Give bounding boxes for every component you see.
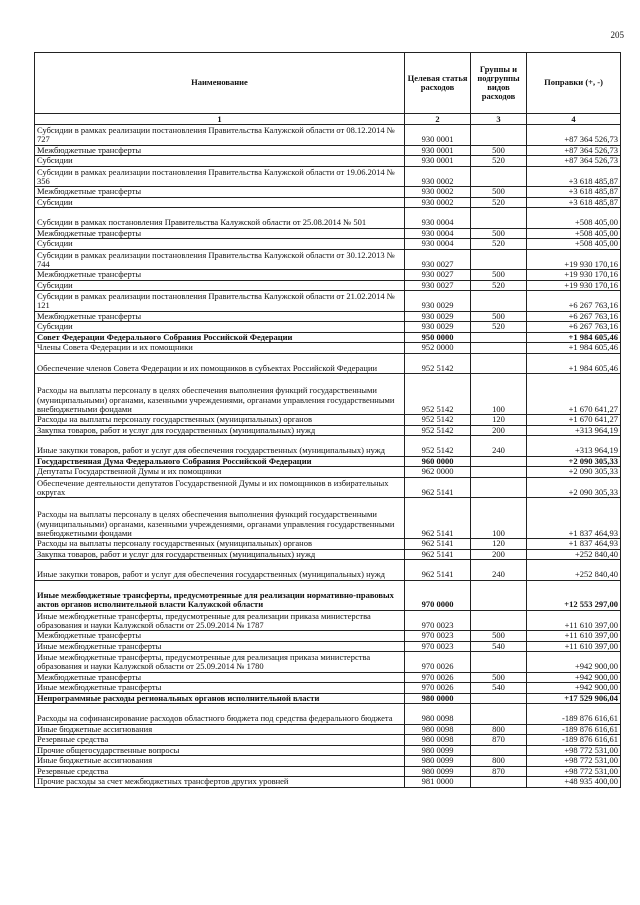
row-name-cell: Межбюджетные трансферты [35, 228, 405, 239]
row-name-cell: Иные закупки товаров, работ и услуг для обеспечения государственных (муниципальных) нужд [35, 436, 405, 457]
table-row [35, 756, 621, 767]
table-row [35, 735, 621, 746]
row-amount-cell: -189 876 616,61 [527, 704, 621, 725]
row-name-cell: Межбюджетные трансферты [35, 187, 405, 198]
row-group-cell [471, 125, 527, 146]
row-code-cell: 930 0027 [405, 280, 471, 291]
table-row [35, 425, 621, 436]
row-name-cell: Иные бюджетные ассигнования [35, 724, 405, 735]
table-row [35, 467, 621, 478]
row-group-cell: 520 [471, 156, 527, 167]
row-group-cell: 800 [471, 724, 527, 735]
table-row [35, 166, 621, 187]
row-group-cell: 520 [471, 322, 527, 333]
row-name-cell: Совет Федерации Федерального Собрания Российской Федерации [35, 332, 405, 343]
row-group-cell: 500 [471, 672, 527, 683]
table-row [35, 311, 621, 322]
row-amount-cell: +3 618 485,87 [527, 187, 621, 198]
table-row [35, 239, 621, 250]
row-name-cell: Расходы на выплаты персоналу государственных (муниципальных) органов [35, 539, 405, 550]
row-group-cell [471, 745, 527, 756]
row-code-cell: 980 0099 [405, 766, 471, 777]
row-name-cell: Иные межбюджетные трансферты, предусмотренные для реализации нормативно-правовых актов органов исполнительной власти Калужской области [35, 580, 405, 610]
row-group-cell: 520 [471, 280, 527, 291]
table-row [35, 156, 621, 167]
row-name-cell: Субсидии [35, 197, 405, 208]
row-amount-cell: +508 405,00 [527, 239, 621, 250]
table-header-row [35, 53, 621, 114]
row-name-cell: Непрограммные расходы региональных органов исполнительной власти [35, 693, 405, 704]
row-amount-cell: +1 837 464,93 [527, 539, 621, 550]
row-name-cell: Межбюджетные трансферты [35, 270, 405, 281]
row-group-cell [471, 610, 527, 631]
column-number: 2 [405, 114, 471, 125]
row-amount-cell: +87 364 526,73 [527, 156, 621, 167]
row-name-cell: Межбюджетные трансферты [35, 311, 405, 322]
row-group-cell: 870 [471, 735, 527, 746]
header-amount: Поправки (+, -) [527, 53, 621, 114]
row-name-cell: Прочие расходы за счет межбюджетных трансфертов других уровней [35, 777, 405, 788]
table-row [35, 672, 621, 683]
row-group-cell: 500 [471, 631, 527, 642]
row-code-cell: 952 5142 [405, 425, 471, 436]
row-amount-cell: +1 984 605,46 [527, 353, 621, 374]
row-code-cell: 930 0004 [405, 208, 471, 229]
row-amount-cell: +313 964,19 [527, 425, 621, 436]
row-code-cell: 930 0002 [405, 197, 471, 208]
table-row [35, 549, 621, 560]
row-code-cell: 980 0099 [405, 756, 471, 767]
row-code-cell: 952 0000 [405, 343, 471, 354]
row-name-cell: Расходы на выплаты персоналу государственных (муниципальных) органов [35, 415, 405, 426]
row-group-cell [471, 332, 527, 343]
row-amount-cell: +1 984 605,46 [527, 343, 621, 354]
row-code-cell: 981 0000 [405, 777, 471, 788]
row-code-cell: 980 0000 [405, 693, 471, 704]
row-code-cell: 952 5142 [405, 374, 471, 415]
budget-amendments-table [34, 52, 621, 788]
row-group-cell [471, 249, 527, 270]
row-name-cell: Межбюджетные трансферты [35, 672, 405, 683]
table-row [35, 208, 621, 229]
row-amount-cell: +12 553 297,00 [527, 580, 621, 610]
row-name-cell: Закупка товаров, работ и услуг для государственных (муниципальных) нужд [35, 549, 405, 560]
row-group-cell: 240 [471, 560, 527, 581]
row-amount-cell: +98 772 531,00 [527, 745, 621, 756]
column-number: 4 [527, 114, 621, 125]
row-code-cell: 980 0099 [405, 745, 471, 756]
table-row [35, 145, 621, 156]
row-amount-cell: +19 930 170,16 [527, 249, 621, 270]
table-row [35, 415, 621, 426]
row-code-cell: 970 0023 [405, 631, 471, 642]
row-name-cell: Иные межбюджетные трансферты, предусмотренные для реализация приказа министерства образования и науки Калужской области от 25.09.2014 № 1780 [35, 652, 405, 673]
header-code: Целевая статья расходов [405, 53, 471, 114]
row-name-cell: Субсидии [35, 156, 405, 167]
row-group-cell [471, 777, 527, 788]
row-amount-cell: +1 670 641,27 [527, 374, 621, 415]
row-amount-cell: +252 840,40 [527, 560, 621, 581]
row-amount-cell: +98 772 531,00 [527, 766, 621, 777]
row-amount-cell: -189 876 616,61 [527, 724, 621, 735]
row-name-cell: Депутаты Государственной Думы и их помощники [35, 467, 405, 478]
row-group-cell [471, 291, 527, 312]
table-row [35, 374, 621, 415]
table-row [35, 436, 621, 457]
row-name-cell: Расходы на выплаты персоналу в целях обеспечения выполнения функций государственными (муниципальными) органами, казенными учреждениями, органами управления государственными внебюджетными фондами [35, 498, 405, 539]
row-group-cell: 540 [471, 683, 527, 694]
row-code-cell: 980 0098 [405, 735, 471, 746]
row-group-cell [471, 652, 527, 673]
row-amount-cell: +942 900,00 [527, 652, 621, 673]
row-name-cell: Иные бюджетные ассигнования [35, 756, 405, 767]
table-row [35, 332, 621, 343]
row-name-cell: Прочие общегосударственные вопросы [35, 745, 405, 756]
table-row [35, 353, 621, 374]
row-code-cell: 930 0029 [405, 291, 471, 312]
table-row [35, 197, 621, 208]
row-amount-cell: +48 935 400,00 [527, 777, 621, 788]
row-amount-cell: +508 405,00 [527, 208, 621, 229]
row-group-cell [471, 704, 527, 725]
header-group: Группы и подгруппы видов расходов [471, 53, 527, 114]
table-row [35, 280, 621, 291]
row-group-cell: 500 [471, 311, 527, 322]
row-amount-cell: +6 267 763,16 [527, 322, 621, 333]
row-group-cell: 800 [471, 756, 527, 767]
table-row [35, 187, 621, 198]
table-row [35, 704, 621, 725]
row-name-cell: Иные межбюджетные трансферты [35, 641, 405, 652]
table-row [35, 477, 621, 498]
table-row [35, 560, 621, 581]
row-code-cell: 952 5142 [405, 436, 471, 457]
row-name-cell: Обеспечение членов Совета Федерации и их помощников в субъектах Российской Федерации [35, 353, 405, 374]
column-number: 3 [471, 114, 527, 125]
row-group-cell [471, 693, 527, 704]
row-code-cell: 952 5142 [405, 415, 471, 426]
table-row [35, 270, 621, 281]
table-row [35, 631, 621, 642]
row-name-cell: Государственная Дума Федерального Собрания Российской Федерации [35, 456, 405, 467]
table-row [35, 693, 621, 704]
row-amount-cell: +252 840,40 [527, 549, 621, 560]
column-number: 1 [35, 114, 405, 125]
row-group-cell: 540 [471, 641, 527, 652]
row-code-cell: 962 5141 [405, 539, 471, 550]
row-group-cell: 240 [471, 436, 527, 457]
row-code-cell: 970 0023 [405, 641, 471, 652]
row-name-cell: Обеспечение деятельности депутатов Государственной Думы и их помощников в избирательных округах [35, 477, 405, 498]
row-name-cell: Субсидии [35, 239, 405, 250]
row-name-cell: Субсидии [35, 280, 405, 291]
row-code-cell: 970 0026 [405, 672, 471, 683]
row-name-cell: Субсидии в рамках реализации постановления Правительства Калужской области от 30.12.2013 № 744 [35, 249, 405, 270]
row-code-cell: 970 0026 [405, 652, 471, 673]
table-row [35, 652, 621, 673]
row-amount-cell: +11 610 397,00 [527, 641, 621, 652]
row-group-cell [471, 456, 527, 467]
row-group-cell [471, 477, 527, 498]
row-amount-cell: -189 876 616,61 [527, 735, 621, 746]
row-name-cell: Иные межбюджетные трансферты, предусмотренные для реализации приказа министерства образования и науки Калужской области от 25.09.2014 № 1787 [35, 610, 405, 631]
row-code-cell: 930 0002 [405, 166, 471, 187]
row-amount-cell: +11 610 397,00 [527, 631, 621, 642]
row-name-cell: Субсидии в рамках постановления Правительства Калужской области от 25.08.2014 № 501 [35, 208, 405, 229]
row-name-cell: Резервные средства [35, 766, 405, 777]
row-group-cell: 200 [471, 425, 527, 436]
row-group-cell [471, 467, 527, 478]
table-row [35, 125, 621, 146]
row-code-cell: 930 0029 [405, 311, 471, 322]
row-amount-cell: +942 900,00 [527, 683, 621, 694]
row-amount-cell: +313 964,19 [527, 436, 621, 457]
header-name: Наименование [35, 53, 405, 114]
row-amount-cell: +87 364 526,73 [527, 145, 621, 156]
row-group-cell: 100 [471, 374, 527, 415]
row-amount-cell: +1 984 605,46 [527, 332, 621, 343]
table-row [35, 766, 621, 777]
table-row [35, 322, 621, 333]
row-amount-cell: +98 772 531,00 [527, 756, 621, 767]
row-code-cell: 930 0001 [405, 156, 471, 167]
row-amount-cell: +11 610 397,00 [527, 610, 621, 631]
row-name-cell: Субсидии в рамках реализации постановления Правительства Калужской области от 21.02.2014 № 121 [35, 291, 405, 312]
row-code-cell: 930 0027 [405, 249, 471, 270]
row-code-cell: 962 5141 [405, 498, 471, 539]
row-code-cell: 980 0098 [405, 704, 471, 725]
row-group-cell [471, 166, 527, 187]
row-code-cell: 962 5141 [405, 560, 471, 581]
row-amount-cell: +2 090 305,33 [527, 467, 621, 478]
row-name-cell: Закупка товаров, работ и услуг для государственных (муниципальных) нужд [35, 425, 405, 436]
row-name-cell: Субсидии [35, 322, 405, 333]
row-name-cell: Расходы на выплаты персоналу в целях обеспечения выполнения функций государственными (муниципальными) органами, казенными учреждениями, органами управления государственными внебюджетными фондами [35, 374, 405, 415]
row-amount-cell: +6 267 763,16 [527, 291, 621, 312]
row-group-cell: 870 [471, 766, 527, 777]
row-amount-cell: +2 090 305,33 [527, 456, 621, 467]
table-row [35, 580, 621, 610]
table-row [35, 249, 621, 270]
row-group-cell: 100 [471, 498, 527, 539]
row-code-cell: 962 5141 [405, 549, 471, 560]
row-amount-cell: +1 670 641,27 [527, 415, 621, 426]
row-amount-cell: +942 900,00 [527, 672, 621, 683]
table-row [35, 745, 621, 756]
row-amount-cell: +6 267 763,16 [527, 311, 621, 322]
row-amount-cell: +19 930 170,16 [527, 270, 621, 281]
row-code-cell: 962 0000 [405, 467, 471, 478]
row-code-cell: 970 0026 [405, 683, 471, 694]
row-code-cell: 950 0000 [405, 332, 471, 343]
row-amount-cell: +87 364 526,73 [527, 125, 621, 146]
row-code-cell: 930 0027 [405, 270, 471, 281]
row-name-cell: Субсидии в рамках реализации постановления Правительства Калужской области от 08.12.2014 № 727 [35, 125, 405, 146]
row-amount-cell: +19 930 170,16 [527, 280, 621, 291]
row-amount-cell: +3 618 485,87 [527, 166, 621, 187]
row-group-cell: 500 [471, 270, 527, 281]
row-amount-cell: +2 090 305,33 [527, 477, 621, 498]
row-amount-cell: +17 529 906,04 [527, 693, 621, 704]
row-amount-cell: +1 837 464,93 [527, 498, 621, 539]
row-code-cell: 962 5141 [405, 477, 471, 498]
row-group-cell: 500 [471, 228, 527, 239]
table-row [35, 498, 621, 539]
row-group-cell: 520 [471, 197, 527, 208]
row-code-cell: 970 0000 [405, 580, 471, 610]
row-name-cell: Иные межбюджетные трансферты [35, 683, 405, 694]
row-code-cell: 970 0023 [405, 610, 471, 631]
row-code-cell: 930 0001 [405, 145, 471, 156]
row-code-cell: 980 0098 [405, 724, 471, 735]
row-name-cell: Члены Совета Федерации и их помощники [35, 343, 405, 354]
page-number: 205 [610, 30, 624, 40]
row-name-cell: Субсидии в рамках реализации постановления Правительства Калужской области от 19.06.2014 № 356 [35, 166, 405, 187]
table-row [35, 683, 621, 694]
table-row [35, 539, 621, 550]
row-name-cell: Иные закупки товаров, работ и услуг для обеспечения государственных (муниципальных) нужд [35, 560, 405, 581]
row-name-cell: Межбюджетные трансферты [35, 145, 405, 156]
row-group-cell: 500 [471, 187, 527, 198]
row-group-cell: 120 [471, 415, 527, 426]
row-code-cell: 930 0001 [405, 125, 471, 146]
row-name-cell: Расходы на софинансирование расходов областного бюджета под средства федерального бюджета [35, 704, 405, 725]
table-row [35, 343, 621, 354]
table-body [35, 125, 621, 788]
row-name-cell: Резервные средства [35, 735, 405, 746]
table-row [35, 777, 621, 788]
row-group-cell: 500 [471, 145, 527, 156]
row-group-cell [471, 353, 527, 374]
row-amount-cell: +508 405,00 [527, 228, 621, 239]
table-row [35, 724, 621, 735]
row-group-cell: 200 [471, 549, 527, 560]
row-group-cell [471, 343, 527, 354]
table-row [35, 228, 621, 239]
row-code-cell: 960 0000 [405, 456, 471, 467]
row-code-cell: 930 0004 [405, 228, 471, 239]
table-row [35, 456, 621, 467]
row-code-cell: 952 5142 [405, 353, 471, 374]
row-code-cell: 930 0004 [405, 239, 471, 250]
row-amount-cell: +3 618 485,87 [527, 197, 621, 208]
table-row [35, 641, 621, 652]
row-name-cell: Межбюджетные трансферты [35, 631, 405, 642]
row-group-cell [471, 208, 527, 229]
table-row [35, 291, 621, 312]
row-group-cell [471, 580, 527, 610]
column-number-row [35, 114, 621, 125]
row-code-cell: 930 0002 [405, 187, 471, 198]
table-row [35, 610, 621, 631]
row-code-cell: 930 0029 [405, 322, 471, 333]
row-group-cell: 520 [471, 239, 527, 250]
row-group-cell: 120 [471, 539, 527, 550]
